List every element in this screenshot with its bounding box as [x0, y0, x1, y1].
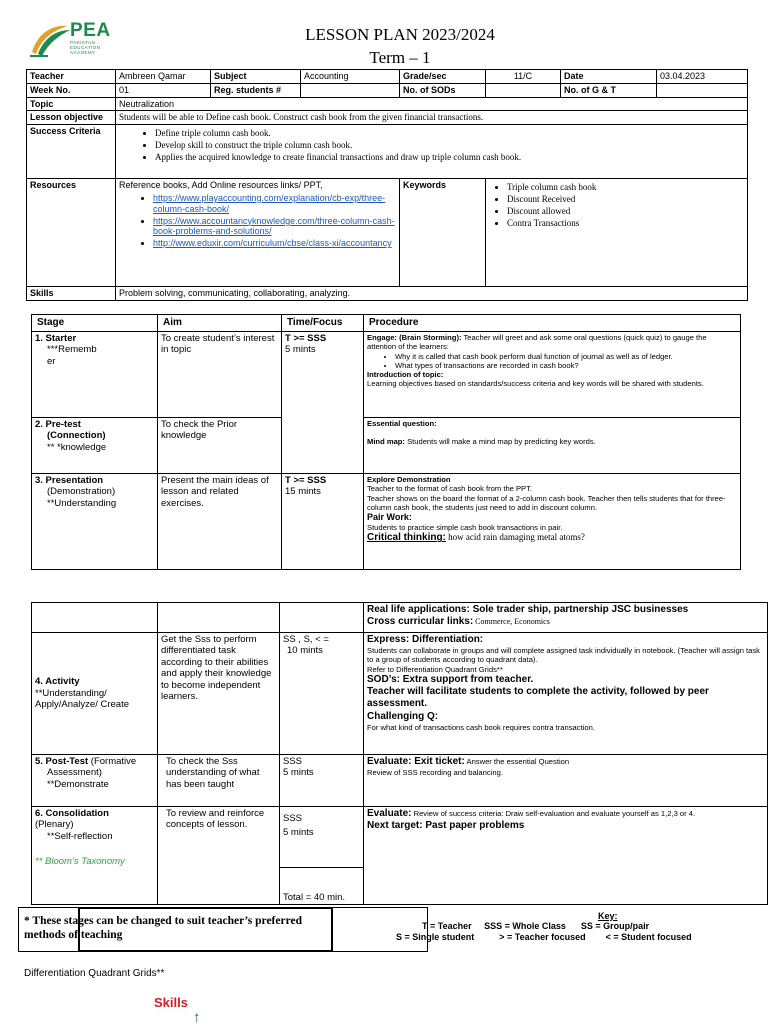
logo-name: PEA — [70, 20, 111, 41]
sods-label: No. of SODs — [400, 83, 486, 97]
table-row — [32, 603, 768, 633]
resources-label: Resources — [27, 179, 116, 287]
col-time: Time/Focus — [282, 315, 364, 332]
col-aim: Aim — [158, 315, 282, 332]
list-item: • Triple column cash book — [507, 182, 744, 193]
aim-starter: To create student’s interest in topic — [158, 332, 282, 418]
table-row — [27, 83, 748, 97]
resources-intro: Reference books, Add Online resources links/ PPT, — [119, 180, 323, 191]
activity-table — [31, 602, 768, 905]
key-title: Key: — [598, 911, 618, 921]
date-label: Date — [561, 70, 657, 84]
table-row — [32, 418, 741, 474]
time-posttest: SSS 5 mints — [280, 755, 364, 807]
header-table — [26, 69, 748, 301]
keywords-cell — [486, 179, 748, 287]
aim-consolidation: To review and reinforce concepts of lesson. — [158, 807, 280, 905]
stages-note: * These stages can be changed to suit teacher’s preferred methods of teaching — [24, 915, 302, 941]
stage-pretest: 2. Pre-test (Connection) ** *knowledge — [32, 418, 158, 474]
success-criteria — [116, 125, 748, 179]
arrow-up-icon: ↑ — [193, 1009, 201, 1024]
page-subtitle: Term – 1 — [369, 48, 431, 67]
procedure-pretest: Essential question: Mind map: Students will make a mind map by predicting key words. — [364, 418, 741, 474]
list-item: • Develop skill to construct the triple column cash book. — [155, 140, 744, 151]
teacher-value: Ambreen Qamar — [116, 70, 211, 84]
resource-link[interactable]: • https://www.playaccounting.com/explanation/cb-exp/three-column-cash-book/ — [153, 193, 396, 215]
stage-presentation: 3. Presentation (Demonstration) **Understanding — [32, 474, 158, 570]
time-activity: SS , S, < = 10 mints — [280, 633, 364, 755]
table-row — [27, 111, 748, 125]
subject-value: Accounting — [301, 70, 400, 84]
list-item: • Contra Transactions — [507, 218, 744, 229]
date-value: 03.04.2023 — [657, 70, 748, 84]
week-value: 01 — [116, 83, 211, 97]
time-presentation: T >= SSS 15 mints — [282, 474, 364, 570]
table-row — [27, 179, 748, 287]
success-label: Success Criteria — [27, 125, 116, 179]
time-starter: T >= SSS 5 mints — [282, 332, 364, 474]
list-item: • Define triple column cash book. — [155, 128, 744, 139]
reg-label: Reg. students # — [211, 83, 301, 97]
skills-label: Skills — [27, 287, 116, 301]
stage-starter: 1. Starter ***Rememb er — [32, 332, 158, 418]
col-procedure: Procedure — [364, 315, 741, 332]
table-row — [27, 97, 748, 111]
list-item: • Discount allowed — [507, 206, 744, 217]
list-item: • Applies the acquired knowledge to create financial transactions and draw up triple column cash book. — [155, 152, 744, 163]
col-stage: Stage — [32, 315, 158, 332]
objective-label: Lesson objective — [27, 111, 116, 125]
resource-link[interactable]: • http://www.eduxir.com/curriculum/cbse/class-xi/accountancy — [153, 238, 396, 249]
reg-value — [301, 83, 400, 97]
gt-label: No. of G & T — [561, 83, 657, 97]
topic-label: Topic — [27, 97, 116, 111]
aim-presentation: Present the main ideas of lesson and related exercises. — [158, 474, 282, 570]
key-line-1: T = Teacher SSS = Whole Class SS = Group/pair — [422, 921, 650, 931]
week-label: Week No. — [27, 83, 116, 97]
sods-value — [486, 83, 561, 97]
skills-value: Problem solving, communicating, collaborating, analyzing. — [116, 287, 748, 301]
objective-value: Students will be able to Define cash book. Construct cash book from the given financial transactions. — [116, 111, 748, 125]
logo-subtitle: PAKISTAN EDUCATION ACADEMY — [70, 40, 101, 55]
differentiation-grid-title: Differentiation Quadrant Grids** — [24, 968, 165, 979]
procedure-posttest: Evaluate: Exit ticket: Answer the essential Question Review of SSS recording and balancing. — [364, 755, 768, 807]
table-row — [27, 70, 748, 84]
table-header-row — [32, 315, 741, 332]
table-row — [27, 125, 748, 179]
skills-axis-label: Skills — [154, 995, 188, 1010]
stage-table — [31, 314, 741, 570]
list-item: • Discount Received — [507, 194, 744, 205]
table-row — [27, 287, 748, 301]
gt-value — [657, 83, 748, 97]
teacher-label: Teacher — [27, 70, 116, 84]
key-line-2: S = Single student > = Teacher focused < = Student focused — [396, 932, 692, 942]
keywords-label: Keywords — [400, 179, 486, 287]
table-row — [32, 633, 768, 755]
procedure-activity: Express: Differentiation: Students can collaborate in groups and will complete assigned task individually in notebook. (Teacher will assign task to a group of students according to quadrant data). Refer to Differentiation Quadrant Grids** SOD’s: Extra support from teacher. Teacher will facilitate students to complete the activity, followed by peer assessment. Challenging Q: For what kind of transactions cash book requires contra transaction. — [364, 633, 768, 755]
procedure-presentation: Explore Demonstration Teacher to the format of cash book from the PPT. Teacher shows on the board the format of a 2-column cash book. Teacher then tells students that for three-column cash book, the students just need to add in discount column. Pair Work: Students to practice simple cash book transactions in pair. Critical thinking: how acid rain damaging metal atoms? — [364, 474, 741, 570]
procedure-consolidation: Evaluate: Review of success criteria: Draw self-evaluation and evaluate yourself as 1,2,3 or 4. Next target: Past paper problems — [364, 807, 768, 905]
table-row — [32, 807, 768, 905]
table-row — [32, 474, 741, 570]
table-row — [32, 755, 768, 807]
aim-activity: Get the Sss to perform differentiated task according to their abilities and apply their knowledge to become independent learners. — [158, 633, 280, 755]
blooms-taxonomy-note: ** Bloom’s Taxonomy — [35, 856, 125, 868]
grade-value: 11/C — [486, 70, 561, 84]
procedure-starter: Engage: (Brain Storming): Teacher will greet and ask some oral questions (quick quiz) to gauge the attention of the learners: • Why it is called that cash book perform dual function of journal as well as of ledger. • What types of transactions are recorded in cash book? Introduction of topic: Learning objectives based on standards/success criteria and key words will be shared with students. — [364, 332, 741, 418]
table-row — [32, 332, 741, 418]
stage-activity: 4. Activity **Understanding/ Apply/Analyze/ Create — [32, 633, 158, 755]
real-life-cell: Real life applications: Sole trader ship, partnership JSC businesses Cross curricular links: Commerce, Economics — [364, 603, 768, 633]
resource-link[interactable]: • https://www.accountancyknowledge.com/three-column-cash-book-problems-and-solutions/ — [153, 216, 396, 238]
stage-posttest: 5. Post-Test (Formative Assessment) **Demonstrate — [32, 755, 158, 807]
stage-consolidation: 6. Consolidation (Plenary) **Self-reflection ** Bloom’s Taxonomy — [32, 807, 158, 905]
resources-cell — [116, 179, 400, 287]
topic-value: Neutralization — [116, 97, 748, 111]
time-consolidation: SSS 5 mints Total = 40 min. — [280, 807, 364, 905]
aim-posttest: To check the Sss understanding of what has been taught — [158, 755, 280, 807]
aim-pretest: To check the Prior knowledge — [158, 418, 282, 474]
grade-label: Grade/sec — [400, 70, 486, 84]
page-title: LESSON PLAN 2023/2024 — [305, 25, 495, 44]
subject-label: Subject — [211, 70, 301, 84]
total-time: Total = 40 min. — [283, 892, 346, 904]
